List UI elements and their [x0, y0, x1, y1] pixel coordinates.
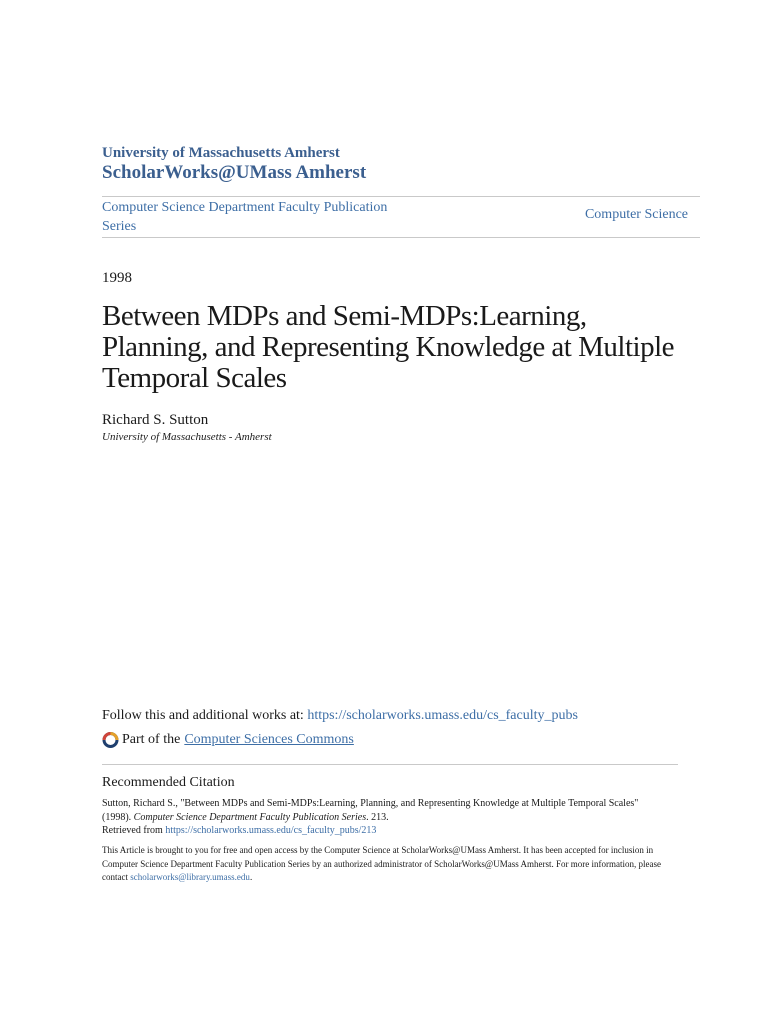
- access-notice-text: This Article is brought to you for free and open access by the Computer Science at ScholarWorks@UMass Amherst. It has been accepted for inclusion in Computer Science Department Faculty Publication Series by an authorized administrator of ScholarWorks@UMass Amherst. For more information, please contact: [102, 845, 661, 882]
- header-divider-bottom: [102, 237, 700, 238]
- publication-year: 1998: [102, 270, 132, 286]
- department-link[interactable]: Computer Science: [584, 207, 688, 222]
- follow-label: Follow this and additional works at:: [102, 708, 304, 723]
- commons-link[interactable]: Computer Sciences Commons: [184, 731, 354, 747]
- series-link[interactable]: Computer Science Department Faculty Publication Series: [102, 200, 388, 234]
- author-name: Richard S. Sutton: [102, 412, 209, 428]
- part-of-label: Part of the: [122, 731, 181, 747]
- citation-series: Computer Science Department Faculty Publication Series: [133, 811, 367, 823]
- citation-heading: Recommended Citation: [102, 775, 235, 790]
- article-title: Between MDPs and Semi-MDPs:Learning, Planning, and Representing Knowledge at Multiple Temporal Scales: [102, 300, 675, 394]
- citation-number: . 213.: [366, 811, 389, 823]
- citation-line-1: Sutton, Richard S., "Between MDPs and Semi-MDPs:Learning, Planning, and Representing Knowledge at Multiple Temporal Scales": [102, 798, 639, 809]
- citation-line-2: [102, 811, 682, 825]
- follow-url-link[interactable]: https://scholarworks.umass.edu/cs_faculty_pubs: [307, 708, 578, 723]
- citation-line-3: [102, 824, 682, 838]
- author-affiliation: University of Massachusetts - Amherst: [102, 431, 272, 443]
- part-of-line: [102, 731, 354, 748]
- contact-email-link[interactable]: scholarworks@library.umass.edu: [130, 872, 250, 882]
- citation-divider: [102, 764, 678, 765]
- citation-year: (1998).: [102, 811, 134, 823]
- access-notice: [102, 844, 682, 885]
- retrieved-label: Retrieved from: [102, 825, 166, 836]
- follow-line: [102, 708, 578, 724]
- institution-name: University of Massachusetts Amherst: [102, 145, 340, 161]
- access-notice-end: .: [249, 872, 253, 882]
- citation-block: [102, 797, 682, 838]
- retrieved-url-link[interactable]: https://scholarworks.umass.edu/cs_faculty_pubs/213: [165, 825, 377, 836]
- bepress-commons-icon: [102, 731, 119, 748]
- header-divider-top: [102, 196, 700, 197]
- repository-name[interactable]: ScholarWorks@UMass Amherst: [102, 162, 367, 183]
